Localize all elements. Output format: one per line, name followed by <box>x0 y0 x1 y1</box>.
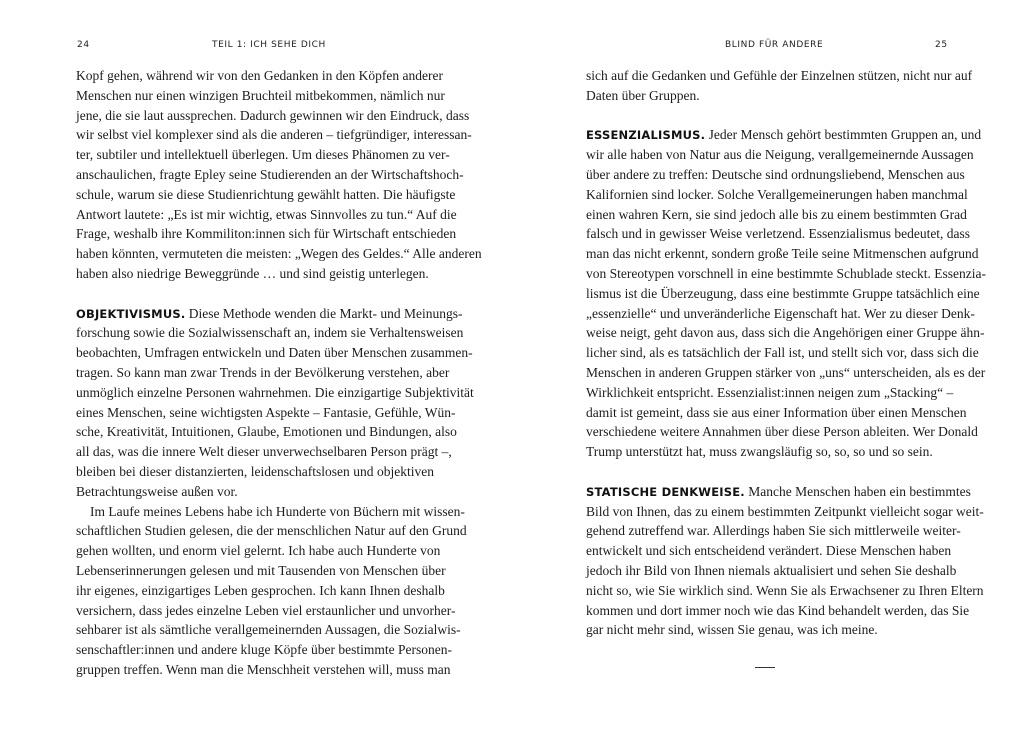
text-line: Lebenserinnerungen gelesen und mit Tausenden von Menschen über <box>76 562 446 578</box>
text-run: Jeder Mensch gehört bestimmten Gruppen an, und <box>708 127 982 143</box>
text-line: einen wahren Kern, sie sind jedoch alle bis zu einem bestimmten Grad <box>586 206 967 222</box>
text-line: eines Menschen, seine wichtigsten Aspekte – Fantasie, Gefühle, Wün- <box>76 404 456 420</box>
text-line: weise neigt, geht davon aus, dass sich die Angehörigen einer Gruppe ähn- <box>586 325 985 341</box>
text-line: Kopf gehen, während wir von den Gedanken in den Köpfen anderer <box>76 68 443 83</box>
text-line: damit ist gemeint, dass sie aus einer Information über einen Menschen <box>586 404 967 420</box>
text-line: gar nicht mehr sind, wissen Sie genau, was ich meine. <box>586 622 878 638</box>
text-line: sehbarer ist als sämtliche verallgemeinernden Aussagen, die Sozialwis- <box>76 622 461 638</box>
text-line: bleiben bei dieser distanzierten, leidenschaftslosen und objektiven <box>76 463 434 479</box>
section-objektivismus <box>76 304 474 502</box>
paragraph-gap <box>586 462 945 482</box>
text-line: schule, warum sie diese Studienrichtung gewählt hatten. Die häufigste <box>76 186 456 202</box>
text-line: sich auf die Gedanken und Gefühle der Einzelnen stützen, nicht nur auf <box>586 68 973 83</box>
text-line: haben könnten, vermuteten die meisten: „Wegen des Geldes.“ Alle anderen <box>76 246 482 262</box>
text-line: kommen und dort immer noch wie das Kind behandelt werden, das Sie <box>586 602 970 618</box>
text-line: tragen. So kann man zwar Trends in der Bevölkerung verstehen, aber <box>76 364 450 380</box>
text-run: Manche Menschen haben ein bestimmtes <box>748 483 971 499</box>
section-statische-denkweise <box>586 482 984 640</box>
text-line: forschung sowie die Sozialwissenschaft an, indem sie Verhaltensweisen <box>76 325 464 341</box>
text-line: Bild von Ihnen, das zu einem bestimmten Zeitpunkt vielleicht sogar weit- <box>586 503 984 519</box>
text-line: licher sind, als es tatsächlich der Fall ist, und stellt sich vor, dass sich die <box>586 345 979 361</box>
text-line: verschiedene weitere Annahmen über diese Person ableiten. Wer Donald <box>586 424 978 440</box>
text-line: sche, Kreativität, Intuitionen, Glaube, Emotionen und Bindungen, also <box>76 424 457 440</box>
text-line: lismus ist die Überzeugung, dass eine bestimmte Gruppe tatsächlich eine <box>586 285 980 301</box>
text-run: Diese Methode wenden die Markt- und Meinungs- <box>188 305 463 321</box>
text-line: wir selbst viel komplexer sind als die anderen – tiefgründiger, interessan- <box>76 127 472 143</box>
text-line: senschaftler:innen und andere kluge Köpfe über bestimmte Personen- <box>76 642 453 658</box>
text-line: Wirklichkeit entspricht. Essenzialist:innen neigen zum „Stacking“ – <box>586 384 954 400</box>
text-line: falsch und in gewisser Weise verletzend. Essenzialismus bedeutet, dass <box>586 226 971 242</box>
running-head-left: TEIL 1: ICH SEHE DICH <box>212 40 326 50</box>
text-line: unmöglich einzelne Personen wahrnehmen. Die einzigartige Subjektivität <box>76 384 474 400</box>
section-essenzialismus <box>586 125 987 462</box>
text-line: wir alle haben von Natur aus die Neigung, verallgemeinernde Aussagen <box>586 147 974 163</box>
text-line: gruppen treffen. Wenn man die Menschheit verstehen will, muss man <box>76 661 451 677</box>
paragraph-continuation <box>586 66 973 106</box>
text-line: all das, was die innere Welt dieser unverwechselbaren Person prägt –, <box>76 444 452 460</box>
text-line: über andere zu treffen: Deutsche sind ordnungsliebend, Menschen aus <box>586 166 965 182</box>
page-number-left: 24 <box>77 40 90 50</box>
text-line: schaftlichen Studien gelesen, die der menschlichen Natur auf den Grund <box>76 523 467 539</box>
section-label-statische-denkweise: STATISCHE DENKWEISE. <box>586 484 745 499</box>
text-line: beobachten, Umfragen entwickeln und Daten über Menschen zusammen- <box>76 345 473 361</box>
text-line: man das nicht erkennt, sondern große Teile seine Mitmenschen aufgrund <box>586 246 979 262</box>
text-line: entwickelt und sich entscheidend verändert. Diese Menschen haben <box>586 543 952 559</box>
text-line: gehend zutreffend war. Allerdings haben Sie sich mittlerweile weiter- <box>586 523 961 539</box>
text-line: anschaulichen, fragte Epley seine Studierenden an der Wirtschaftshoch- <box>76 166 464 182</box>
text-line: Kalifornien sind locker. Solche Verallgemeinerungen haben manchmal <box>586 186 968 202</box>
text-line: Im Laufe meines Lebens habe ich Hunderte von Büchern mit wissen- <box>90 503 465 519</box>
section-label-objektivismus: OBJEKTIVISMUS. <box>76 306 186 321</box>
section-end-rule <box>755 667 775 668</box>
text-line: jedoch ihr Bild von Ihnen niemals aktualisiert und sehen Sie deshalb <box>586 562 957 578</box>
paragraph-gap <box>76 284 434 304</box>
text-line: ter, subtiler und intellektuell überlegen. Um dieses Phänomen zu ver- <box>76 147 450 163</box>
text-line: ihr eigenes, einzigartiges Leben gesprochen. Ich kann Ihnen deshalb <box>76 582 445 598</box>
section-label-essenzialismus: ESSENZIALISMUS. <box>586 128 706 143</box>
text-line: Trump unterstützt hat, muss zwangsläufig so, so, so und so sein. <box>586 444 933 460</box>
text-line: Antwort lautete: „Es ist mir wichtig, etwas Sinnvolles zu tun.“ Auf die <box>76 206 457 222</box>
text-line <box>586 482 971 502</box>
text-line: Menschen nur einen winzigen Bruchteil mitbekommen, nämlich nur <box>76 87 445 103</box>
text-line: Menschen in anderen Gruppen stärker von „uns“ unterscheiden, als es der <box>586 364 986 380</box>
text-line: jene, die sie laut aussprechen. Dadurch gewinnen wir den Eindruck, dass <box>76 107 470 123</box>
right-page <box>510 0 1020 740</box>
text-line <box>586 125 982 145</box>
text-line: „essenzielle“ und unveränderliche Eigenschaft hat. Wer zu dieser Denk- <box>586 305 975 321</box>
text-line: von Stereotypen vorschnell in eine bestimmte Schublade steckt. Essenzia- <box>586 265 987 281</box>
paragraph-continuation <box>76 66 482 284</box>
running-head-right: BLIND FÜR ANDERE <box>725 40 824 50</box>
paragraph-gap <box>586 106 945 126</box>
right-body-text <box>586 66 987 640</box>
text-line: Betrachtungsweise außen vor. <box>76 483 238 499</box>
text-line: Daten über Gruppen. <box>586 87 700 103</box>
left-body-text <box>76 66 482 680</box>
text-line: versichern, dass jedes einzelne Leben viel erstaunlicher und unvorher- <box>76 602 456 618</box>
text-line: gehen wollten, und enorm viel gelernt. Ich habe auch Hunderte von <box>76 543 441 559</box>
text-line: Frage, weshalb ihre Kommiliton:innen sich für Wirtschaft entschieden <box>76 226 457 242</box>
text-line: nicht so, wie Sie wirklich sind. Wenn Sie als Erwachsener zu Ihren Eltern <box>586 582 984 598</box>
text-line: haben also niedrige Beweggründe … und sind geistig unterlegen. <box>76 265 429 281</box>
text-line <box>76 304 463 324</box>
page-number-right: 25 <box>935 40 948 50</box>
paragraph-lebens <box>76 502 467 680</box>
